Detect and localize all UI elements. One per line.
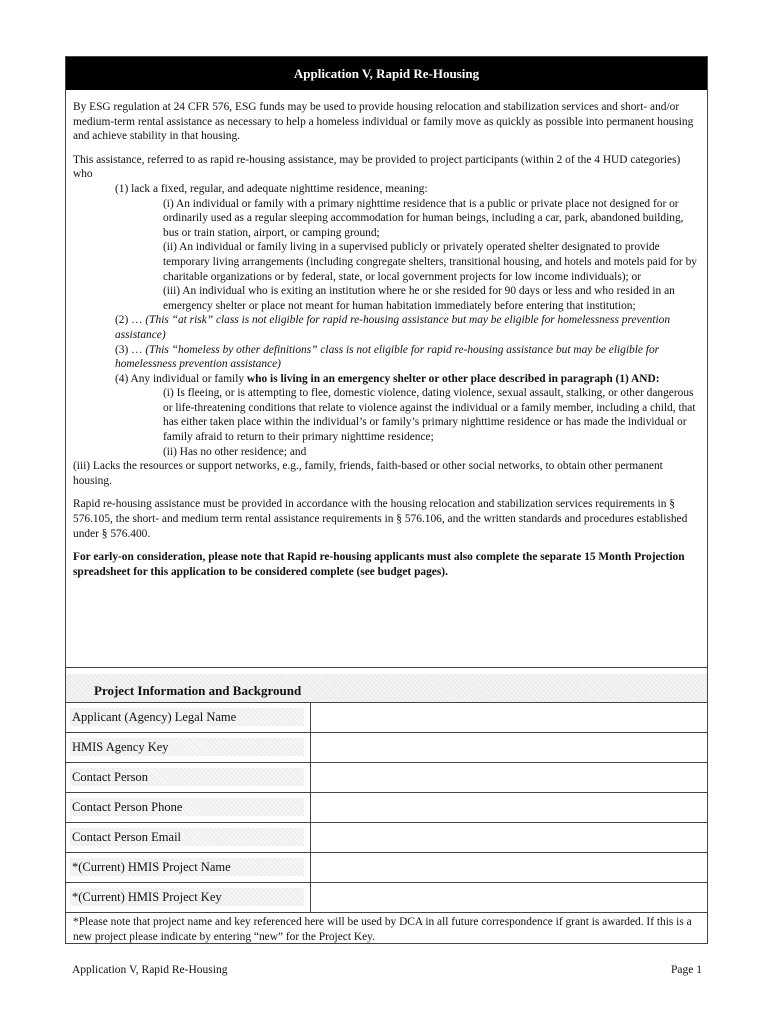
- intro-paragraph-3: Rapid re-housing assistance must be provided in accordance with the housing relocation and stabilization services requirements in § 576.105, the short- and medium term rental assistance requirements in § 576.106, and the written standards and procedures established under § 576.400.: [73, 498, 688, 540]
- field-label-hmis-agency-key: HMIS Agency Key: [70, 738, 304, 756]
- page-number: Page 1: [671, 964, 702, 976]
- category-4-prefix: (4) Any individual or family: [115, 372, 247, 385]
- intro-paragraph-2: This assistance, referred to as rapid re-housing assistance, may be provided to project participants (within 2 of the 4 HUD categories) who: [73, 153, 681, 181]
- contact-email-field[interactable]: [310, 823, 707, 852]
- category-3: [115, 343, 701, 372]
- footer-title: Application V, Rapid Re-Housing: [72, 964, 228, 976]
- form-row-contact-person: [66, 762, 707, 792]
- category-2-prefix: (2) …: [115, 314, 146, 327]
- field-label-legal-name: Applicant (Agency) Legal Name: [70, 708, 304, 726]
- form-row-divider: [66, 912, 707, 913]
- field-label-contact-email: Contact Person Email: [70, 828, 304, 846]
- section-divider: [66, 667, 707, 668]
- category-4-emphasis: who is living in an emergency shelter or other place described in paragraph (1) AND:: [246, 372, 660, 385]
- category-1: (1) lack a fixed, regular, and adequate nighttime residence, meaning:: [115, 182, 428, 195]
- category-4: [115, 372, 701, 387]
- section-title: Project Information and Background: [94, 683, 302, 698]
- field-label-contact-phone: Contact Person Phone: [70, 798, 304, 816]
- field-label-project-key: *(Current) HMIS Project Key: [70, 888, 304, 906]
- intro-paragraph-1: By ESG regulation at 24 CFR 576, ESG funds may be used to provide housing relocation and stabilization services and short- and/or medium-term rental assistance as necessary to help a homeless individual or family move as quickly as possible into permanent housing and achieve stability in that housing.: [73, 101, 694, 143]
- project-key-field[interactable]: [310, 883, 707, 912]
- form-row-legal-name: [66, 702, 707, 732]
- intro-paragraph-4: For early-on consideration, please note that Rapid re-housing applicants must also complete the separate 15 Month Projection spreadsheet for this application to be considered complete (see budget pages).: [73, 551, 685, 578]
- form-row-contact-email: [66, 822, 707, 852]
- category-1-i: (i) An individual or family with a primary nighttime residence that is a public or private place not designed for or ordinarily used as a regular sleeping accommodation for human beings, including a car, park, abandoned building, bus or train station, airport, or camping ground;: [163, 197, 684, 239]
- category-3-prefix: (3) …: [115, 343, 146, 356]
- form-frame: [65, 56, 708, 944]
- category-2: [115, 313, 701, 342]
- category-2-note: (This “at risk” class is not eligible for rapid re-housing assistance but may be eligible for homelessness prevention assistance): [115, 314, 671, 341]
- hmis-agency-key-field[interactable]: [310, 733, 707, 762]
- page-title: Application V, Rapid Re-Housing: [66, 57, 707, 90]
- form-row-hmis-agency-key: [66, 732, 707, 762]
- category-4-i: (i) Is fleeing, or is attempting to flee, domestic violence, dating violence, sexual assault, stalking, or other dangerous or life-threatening conditions that relate to violence against the individual or a family member, including a child, that has either taken place within the individual’s or family’s primary nighttime residence or has made the individual or family afraid to return to their primary nighttime residence;: [163, 387, 696, 444]
- category-3-note: (This “homeless by other definitions” class is not eligible for rapid re-housing assistance but may be eligible for homelessness prevention assistance): [115, 343, 660, 371]
- project-note: *Please note that project name and key referenced here will be used by DCA in all future correspondence if grant is awarded. If this is a new project please indicate by entering “new” for the Project Key.: [73, 916, 692, 943]
- contact-phone-field[interactable]: [310, 793, 707, 822]
- form-row-project-name: [66, 852, 707, 882]
- field-label-project-name: *(Current) HMIS Project Name: [70, 858, 304, 876]
- category-1-iii: (iii) An individual who is exiting an institution where he or she resided for 90 days or less and who resided in an emergency shelter or place not meant for human habitation immediately before entering that institution;: [163, 285, 675, 312]
- form-row-project-key: [66, 882, 707, 912]
- project-name-field[interactable]: [310, 853, 707, 882]
- field-label-contact-person: Contact Person: [70, 768, 304, 786]
- category-4-ii: (ii) Has no other residence; and: [163, 445, 307, 458]
- contact-person-field[interactable]: [310, 763, 707, 792]
- category-1-ii: (ii) An individual or family living in a supervised publicly or privately operated shelter designated to provide temporary living arrangements (including congregate shelters, transitional housing, and hotels and motels paid for by charitable organizations or by federal, state, or local government projects for low income individuals); or: [163, 241, 697, 283]
- form-row-contact-phone: [66, 792, 707, 822]
- category-4-iii: (iii) Lacks the resources or support networks, e.g., family, friends, faith-based or other social networks, to obtain other permanent housing.: [73, 460, 663, 487]
- legal-name-field[interactable]: [310, 703, 707, 732]
- intro-text: [73, 100, 701, 588]
